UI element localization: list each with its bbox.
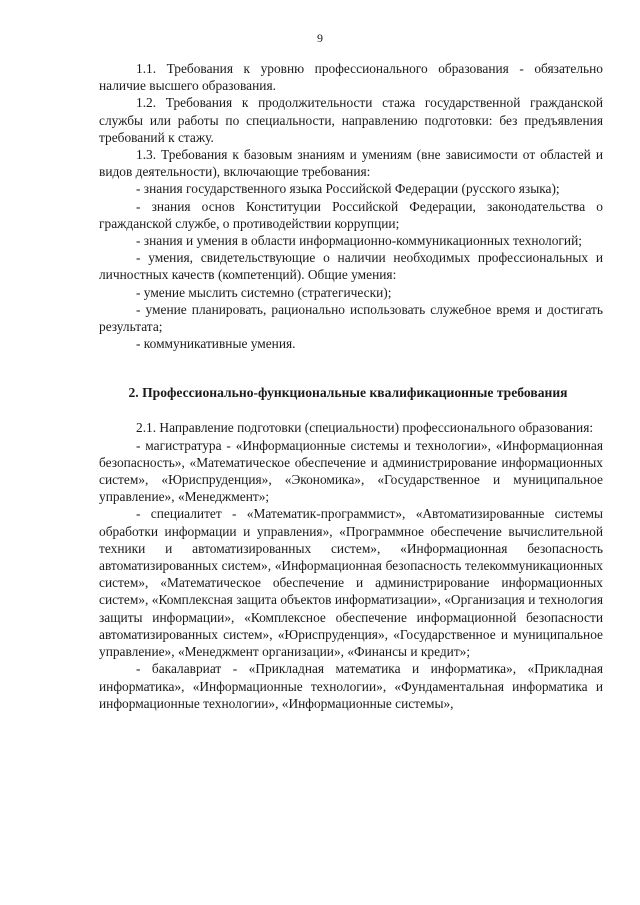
list-item: - специалитет - «Математик-программист», «Автоматизированные системы обработки информации и управления», «Программное обеспечение вычислительной техники и автоматизированных систем», «Информационная безопасность автоматизированных систем», «Информационная безопасность телекоммуникационных систем», «Математическое обеспечение и администрирование информационных систем», «Комплексная защита объектов информатизации», «Организация и технология защиты информации», «Комплексное обеспечение информационной безопасности автоматизированных систем», «Юриспруденция», «Государственное и муниципальное управление», «Менеджмент организации», «Финансы и кредит»; (99, 506, 603, 660)
page-number: 9 (317, 31, 323, 45)
spacer (99, 401, 603, 419)
section-heading: 2. Профессионально-функциональные квалификационные требования (128, 385, 568, 401)
list-item: - умение планировать, рационально использовать служебное время и достигать результата; (99, 301, 603, 335)
document-body (99, 60, 603, 712)
paragraph-2-1: 2.1. Направление подготовки (специальности) профессионального образования: (136, 420, 594, 436)
paragraph-1-2: 1.2. Требования к продолжительности стажа государственной гражданской службы или работы по специальности, направлению подготовки: без предъявления требований к стажу. (99, 95, 603, 145)
list-item: - знания основ Конституции Российской Федерации, законодательства о гражданской службе, о противодействии коррупции; (99, 198, 603, 231)
list-item: - умение мыслить системно (стратегически); (136, 284, 392, 300)
list-item: - магистратура - «Информационные системы и технологии», «Информационная безопасность», «Математическое обеспечение и администрирование информационных систем», «Юриспруденция», «Экономика», «Государственное и муниципальное управление», «Менеджмент»; (99, 437, 603, 505)
paragraph-1-3: 1.3. Требования к базовым знаниям и умениям (вне зависимости от областей и видов деятельности), включающие требования: (99, 147, 603, 180)
spacer (99, 352, 603, 384)
list-item: - знания и умения в области информационно-коммуникационных технологий; (136, 233, 582, 249)
list-item: - знания государственного языка Российской Федерации (русского языка); (136, 181, 560, 197)
list-item: - коммуникативные умения. (136, 336, 296, 352)
list-item: - умения, свидетельствующие о наличии необходимых профессиональных и личностных качеств (компетенций). Общие умения: (99, 250, 603, 283)
list-item: - бакалавриат - «Прикладная математика и информатика», «Прикладная информатика», «Информационные технологии», «Фундаментальная информатика и информационные технологии», «Информационные системы», (99, 661, 603, 711)
paragraph-1-1: 1.1. Требования к уровню профессионального образования - обязательно наличие высшего образования. (99, 61, 603, 94)
